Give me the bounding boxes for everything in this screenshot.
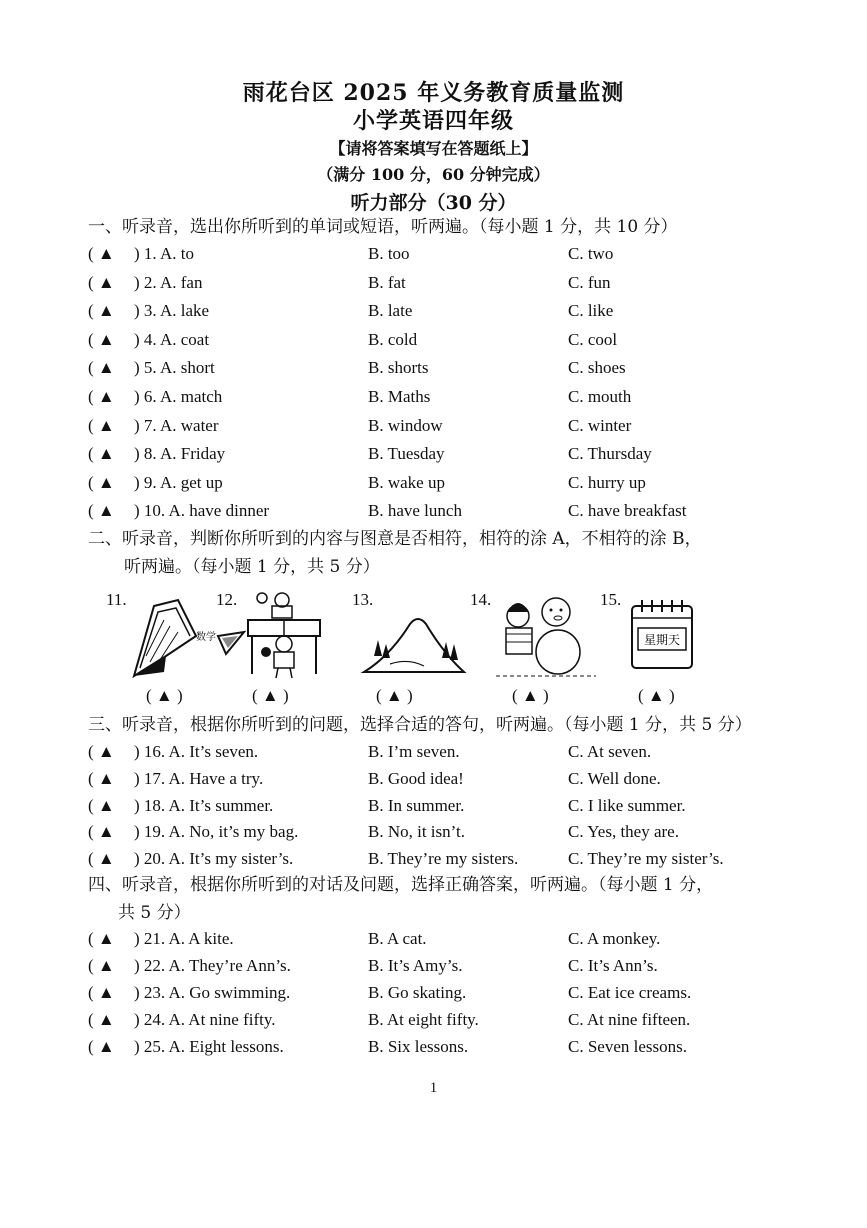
option-b: B. Maths <box>368 387 431 406</box>
option-c: C. two <box>568 244 614 263</box>
answer-blank[interactable]: ( ▲ <box>88 849 115 869</box>
option-c: C. Eat ice creams. <box>568 983 692 1002</box>
answer-blank[interactable]: ( ▲ <box>88 244 115 263</box>
option-b: B. shorts <box>368 358 429 378</box>
answer-blank[interactable]: ( ▲ <box>88 822 115 842</box>
question-row <box>88 270 788 296</box>
question-row <box>88 327 788 353</box>
option-a: ) 16. A. It’s seven. <box>134 742 259 761</box>
answer-blank[interactable]: ( ▲ <box>88 768 115 788</box>
option-a: ) 18. A. It’s summer. <box>134 795 274 815</box>
option-c: C. mouth <box>568 387 632 406</box>
option-c: C. I like summer. <box>568 795 686 815</box>
section1-heading: 一、听录音，选出你所听到的单词或短语，听两遍。（每小题 1 分，共 10 分） <box>88 217 678 237</box>
answer-blank[interactable]: ( ▲ <box>88 1037 115 1056</box>
answer-blank[interactable]: ( ▲ <box>88 956 115 975</box>
answer-blank[interactable]: ( ▲ <box>88 301 115 321</box>
option-c: C. Thursday <box>568 444 652 464</box>
question-row <box>88 241 788 267</box>
question-row <box>88 384 788 410</box>
option-c: C. shoes <box>568 358 626 378</box>
score-time-note: （满分 100 分，60 分钟完成） <box>317 165 550 184</box>
option-c: C. At seven. <box>568 742 652 761</box>
question-row <box>88 766 788 792</box>
picture-number: 12. <box>216 590 238 609</box>
answer-instruction: 【请将答案填写在答题纸上】 <box>329 139 538 158</box>
answer-15[interactable]: ( ▲ ) <box>638 686 675 705</box>
section4-heading-line2: 共 5 分） <box>118 903 191 923</box>
option-c: C. They’re my sister’s. <box>568 849 724 869</box>
question-row <box>88 953 788 979</box>
answer-14[interactable]: ( ▲ ) <box>512 686 549 705</box>
picture-number: 15. <box>600 590 622 609</box>
calendar-image <box>628 596 698 676</box>
option-a: ) 10. A. have dinner <box>134 501 270 521</box>
answer-blank[interactable]: ( ▲ <box>88 272 115 292</box>
question-row <box>88 819 788 845</box>
answer-11[interactable]: ( ▲ ) <box>146 686 183 705</box>
option-b: B. too <box>368 244 410 263</box>
answer-blank[interactable]: ( ▲ <box>88 472 115 492</box>
question-row <box>88 413 788 439</box>
question-row <box>88 1007 788 1033</box>
question-row <box>88 793 788 819</box>
section4-heading-line1: 四、听录音，根据你所听到的对话及问题，选择正确答案，听两遍。（每小题 1 分， <box>88 875 714 895</box>
question-row <box>88 298 788 324</box>
option-b: B. Tuesday <box>368 444 445 464</box>
option-a: ) 17. A. Have a try. <box>134 768 264 788</box>
option-a: ) 22. A. They’re Ann’s. <box>134 956 291 975</box>
option-a: ) 1. A. to <box>134 244 194 263</box>
option-c: C. have breakfast <box>568 501 687 521</box>
option-b: B. late <box>368 301 413 321</box>
option-a: ) 7. A. water <box>134 415 219 435</box>
option-b: B. Six lessons. <box>368 1037 469 1056</box>
page-number: 1 <box>429 1080 438 1096</box>
option-a: ) 2. A. fan <box>134 272 203 292</box>
option-c: C. like <box>568 301 614 321</box>
question-row <box>88 846 788 872</box>
option-a: ) 24. A. At nine fifty. <box>134 1010 276 1029</box>
question-row <box>88 470 788 496</box>
answer-blank[interactable]: ( ▲ <box>88 742 115 761</box>
option-c: C. Yes, they are. <box>568 822 679 842</box>
option-a: ) 8. A. Friday <box>134 444 226 464</box>
answer-12[interactable]: ( ▲ ) <box>252 686 289 705</box>
option-c: C. hurry up <box>568 472 646 492</box>
option-b: B. window <box>368 415 443 435</box>
answer-13[interactable]: ( ▲ ) <box>376 686 413 705</box>
answer-blank[interactable]: ( ▲ <box>88 329 115 349</box>
option-b: B. Good idea! <box>368 768 464 788</box>
exam-title: 雨花台区 2025 年义务教育质量监测 <box>242 80 625 106</box>
listening-part-title: 听力部分（30 分） <box>350 192 517 214</box>
option-b: B. I’m seven. <box>368 742 460 761</box>
option-b: B. have lunch <box>368 501 462 521</box>
question-row <box>88 441 788 467</box>
picture-number: 14. <box>470 590 492 609</box>
option-b: B. No, it isn’t. <box>368 822 465 842</box>
answer-blank[interactable]: ( ▲ <box>88 795 115 815</box>
option-b: B. A cat. <box>368 929 427 948</box>
section2-heading-line1: 二、听录音，判断你所听到的内容与图意是否相符，相符的涂 A，不相符的涂 B， <box>88 529 702 549</box>
exam-subtitle: 小学英语四年级 <box>352 108 514 134</box>
option-b: B. Go skating. <box>368 983 467 1002</box>
section2-heading-line2: 听两遍。（每小题 1 分，共 5 分） <box>124 557 380 577</box>
answer-blank[interactable]: ( ▲ <box>88 929 115 948</box>
option-b: B. fat <box>368 272 406 292</box>
question-row <box>88 498 788 524</box>
option-b: B. cold <box>368 329 418 349</box>
option-c: C. It’s Ann’s. <box>568 956 658 975</box>
option-b: B. In summer. <box>368 795 465 815</box>
option-a: ) 23. A. Go swimming. <box>134 983 291 1002</box>
answer-blank[interactable]: ( ▲ <box>88 387 115 406</box>
question-row <box>88 355 788 381</box>
mountain-image <box>360 604 470 684</box>
question-row <box>88 739 788 765</box>
option-c: C. Seven lessons. <box>568 1037 687 1056</box>
option-c: C. Well done. <box>568 768 661 788</box>
option-a: ) 9. A. get up <box>134 472 223 492</box>
option-a: ) 3. A. lake <box>134 301 210 321</box>
option-b: B. At eight fifty. <box>368 1010 479 1029</box>
option-b: B. wake up <box>368 472 445 492</box>
option-a: ) 19. A. No, it’s my bag. <box>134 822 299 842</box>
answer-blank[interactable]: ( ▲ <box>88 1010 115 1029</box>
option-a: ) 21. A. A kite. <box>134 929 234 948</box>
option-a: ) 4. A. coat <box>134 329 210 349</box>
option-b: B. It’s Amy’s. <box>368 956 463 975</box>
answer-blank[interactable]: ( ▲ <box>88 444 115 464</box>
option-a: ) 25. A. Eight lessons. <box>134 1037 284 1056</box>
book-label: 数学 <box>196 632 216 643</box>
option-b: B. They’re my sisters. <box>368 849 519 869</box>
option-c: C. fun <box>568 272 611 292</box>
question-row <box>88 1034 788 1060</box>
option-a: ) 20. A. It’s my sister’s. <box>134 849 294 869</box>
answer-blank[interactable]: ( ▲ <box>88 415 115 435</box>
option-c: C. winter <box>568 415 632 435</box>
answer-blank[interactable]: ( ▲ <box>88 501 115 521</box>
answer-blank[interactable]: ( ▲ <box>88 358 115 378</box>
calendar-label: 星期天 <box>643 633 681 647</box>
picture-number: 13. <box>352 590 374 609</box>
option-a: ) 6. A. match <box>134 387 223 406</box>
table-tennis-image <box>242 590 352 680</box>
option-c: C. cool <box>568 329 618 349</box>
question-row <box>88 980 788 1006</box>
question-row <box>88 926 788 952</box>
snowman-image <box>496 590 596 680</box>
answer-blank[interactable]: ( ▲ <box>88 983 115 1002</box>
option-c: C. At nine fifteen. <box>568 1010 691 1029</box>
option-c: C. A monkey. <box>568 929 661 948</box>
picture-number: 11. <box>106 590 127 609</box>
section3-heading: 三、听录音，根据你所听到的问题，选择合适的答句，听两遍。（每小题 1 分，共 5 分） <box>88 715 752 735</box>
option-a: ) 5. A. short <box>134 358 215 378</box>
